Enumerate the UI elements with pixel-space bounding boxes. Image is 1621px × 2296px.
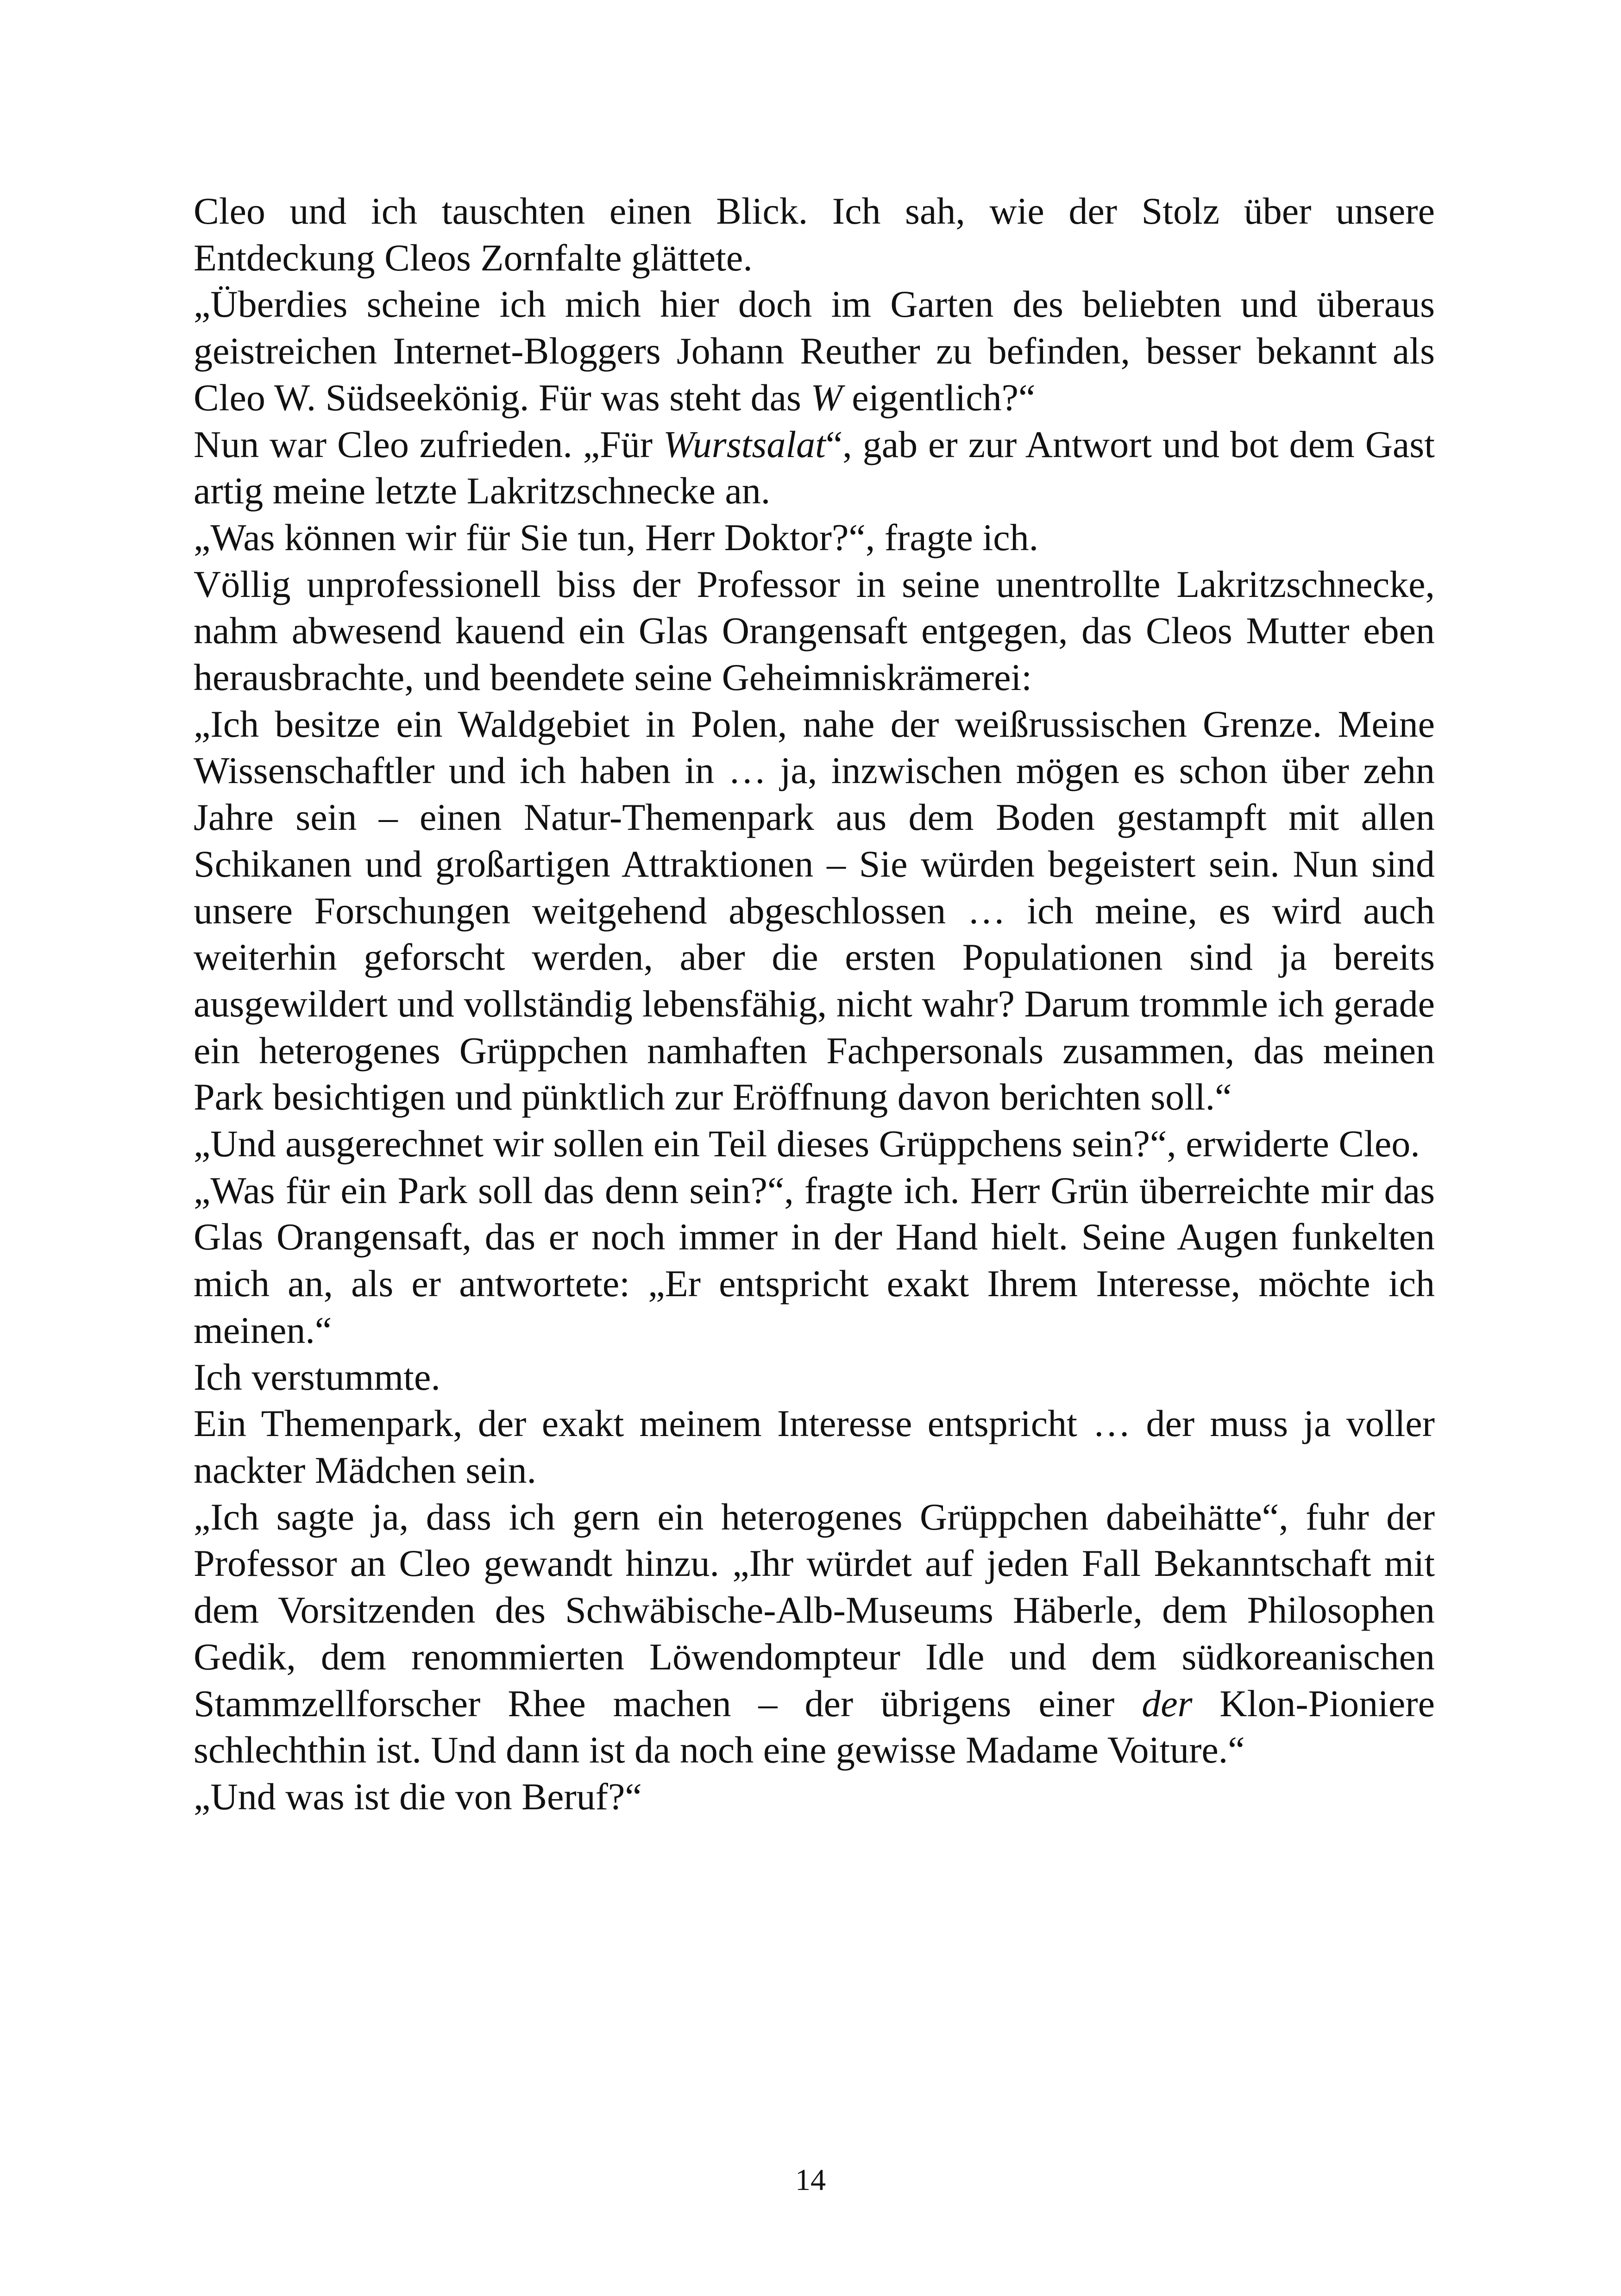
text-run: Ein Themenpark, der exakt meinem Interesse entspricht … der muss ja voller nackter Mädchen sein. (194, 1402, 1435, 1491)
text-run: “, gab er zur Antwort und bot dem Gast artig meine letzte Lakritzschnecke an. (194, 423, 1435, 512)
paragraph-4 (194, 514, 1435, 561)
paragraph-6 (194, 701, 1435, 1121)
paragraph-7 (194, 1121, 1435, 1167)
italic-text-run: Wurstsalat (663, 423, 826, 465)
paragraph-3 (194, 421, 1435, 514)
page-number: 14 (795, 2163, 826, 2197)
text-run: Cleo und ich tauschten einen Blick. Ich sah, wie der Stolz über unsere Entdeckung Cleos Zornfalte glättete. (194, 190, 1435, 279)
text-run: „Und ausgerechnet wir sollen ein Teil dieses Grüppchens sein?“, erwiderte Cleo. (194, 1123, 1420, 1165)
paragraph-1 (194, 188, 1435, 281)
text-run: „Überdies scheine ich mich hier doch im Garten des beliebten und überaus geistreichen Internet-Bloggers Johann Reuther zu befinden, besser bekannt als Cleo W. Südseekönig. Für was steht das (194, 283, 1435, 419)
italic-text-run: W (810, 376, 842, 419)
paragraph-9 (194, 1354, 1435, 1401)
text-run: „Was können wir für Sie tun, Herr Doktor?“, fragte ich. (194, 516, 1039, 558)
paragraph-12 (194, 1774, 1435, 1820)
paragraph-5 (194, 561, 1435, 701)
text-run: „Was für ein Park soll das denn sein?“, fragte ich. Herr Grün überreichte mir das Glas Orangensaft, das er noch immer in der Hand hielt. Seine Augen funkelten mich an, als er antwortete: „Er entspricht exakt Ihrem Interesse, möchte ich meinen.“ (194, 1169, 1435, 1351)
text-run: „Ich besitze ein Waldgebiet in Polen, nahe der weißrussischen Grenze. Meine Wissenschaftler und ich haben in … ja, inzwischen mögen es schon über zehn Jahre sein – einen Natur-Themenpark aus dem Boden gestampft mit allen Schikanen und großartigen Attraktionen – Sie würden begeistert sein. Nun sind unsere Forschungen weitgehend abgeschlossen … ich meine, es wird auch weiterhin geforscht werden, aber die ersten Populationen sind ja bereits ausgewildert und vollständig lebensfähig, nicht wahr? Darum trommle ich gerade ein heterogenes Grüppchen namhaften Fachpersonals zusammen, das meinen Park besichtigen und pünktlich zur Eröffnung davon berichten soll.“ (194, 703, 1435, 1118)
paragraph-11 (194, 1494, 1435, 1774)
paragraph-10 (194, 1400, 1435, 1493)
text-run: „Ich sagte ja, dass ich gern ein heterogenes Grüppchen dabeihätte“, fuhr der Professor an Cleo gewandt hinzu. „Ihr würdet auf jeden Fall Bekanntschaft mit dem Vorsitzenden des Schwäbische-Alb-Museums Häberle, dem Philosophen Gedik, dem renommierten Löwendompteur Idle und dem südkoreanischen Stammzellforscher Rhee machen – der übrigens einer (194, 1495, 1435, 1725)
text-run: Klon-Pioniere schlechthin ist. Und dann ist da noch eine gewisse Madame Voiture.“ (194, 1682, 1435, 1771)
text-run: Völlig unprofessionell biss der Professor in seine unentrollte Lakritzschnecke, nahm abwesend kauend ein Glas Orangensaft entgegen, das Cleos Mutter eben herausbrachte, und beendete seine Geheimniskrämerei: (194, 563, 1435, 699)
body-text (194, 188, 1435, 1820)
text-run: „Und was ist die von Beruf?“ (194, 1775, 642, 1818)
paragraph-2 (194, 281, 1435, 421)
italic-text-run: der (1142, 1682, 1193, 1725)
paragraph-8 (194, 1167, 1435, 1354)
text-run: Ich verstummte. (194, 1355, 440, 1398)
text-run: Nun war Cleo zufrieden. „Für (194, 423, 664, 465)
text-run: eigentlich?“ (842, 376, 1036, 419)
